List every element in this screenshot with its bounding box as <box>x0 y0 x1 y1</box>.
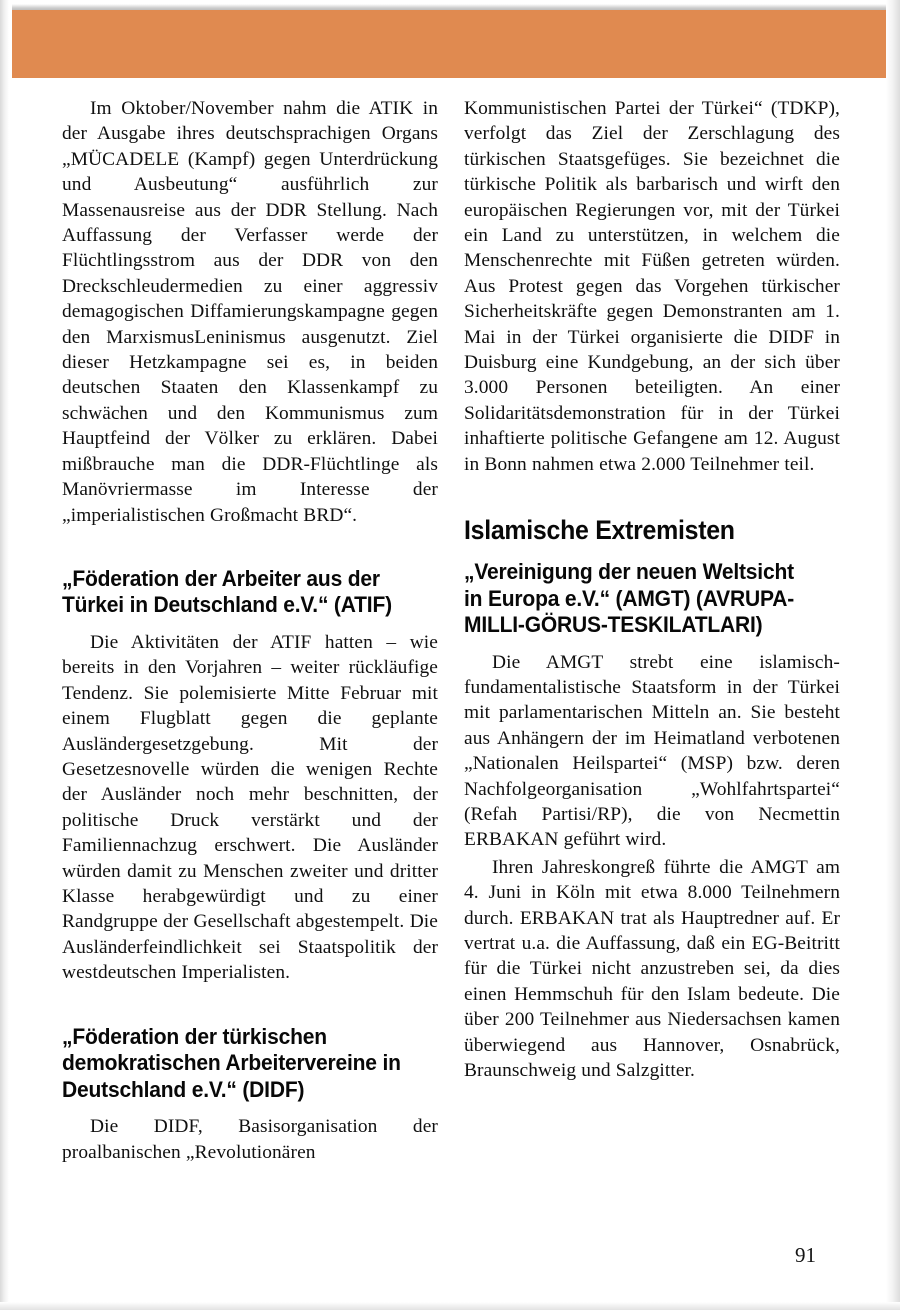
page-number: 91 <box>795 1243 816 1267</box>
section-heading-islamische-extremisten: Islamische Extremisten <box>464 515 735 546</box>
spacer <box>62 986 438 1024</box>
right-paragraph-1: Kommunistischen Partei der Türkei“ (TDKP), verfolgt das Ziel der Zerschlagung des türkischen Staatsgefüges. Sie bezeichnet die türkische Politik als barbarisch und wirft den europäischen Regierungen vor, mit der Türkei ein Land zu unterstützen, in welchem die Menschenrechte mit Füßen getreten würden. Aus Protest gegen das Vorgehen türkischer Sicherheitskräfte gegen Demonstranten am 1. Mai in der Türkei organisierte die DIDF in Duisburg eine Kundgebung, an der sich über 3.000 Personen beteiligten. An einer Solidaritätsdemonstration für in der Türkei inhaftierte politische Gefangene am 12. August in Bonn nahmen etwa 2.000 Teilnehmer teil. <box>464 98 840 475</box>
heading-amgt: „Vereinigung der neuen Weltsicht in Europa e.V.“ (AMGT) (AVRUPA-MILLI-GÖRUS-TESKILATLARI) <box>464 559 795 638</box>
spacer <box>464 546 840 559</box>
right-column <box>464 96 840 1084</box>
two-column-text-body <box>0 96 900 1296</box>
orange-header-band <box>12 10 886 78</box>
right-paragraph-2: Die AMGT strebt eine islamisch-fundamentalistische Staatsform in der Türkei mit parlamentarischen Mitteln an. Sie besteht aus Anhängern der im Heimatland verbotenen „Nationalen Heilspartei“ (MSP) bzw. deren Nachfolgeorganisation „Wohlfahrtspartei“ (Refah Partisi/RP), die von Necmettin ERBAKAN geführt wird. <box>464 651 840 851</box>
right-paragraph-3: Ihren Jahreskongreß führte die AMGT am 4. Juni in Köln mit etwa 8.000 Teilnehmern durch. ERBAKAN trat als Hauptredner auf. Er vertrat u.a. die Auffassung, daß ein EG-Beitritt für die Türkei nicht anzustreben sei, da dies einen Hemmschuh für den Islam bedeute. Die über 200 Teilnehmer aus Niedersachsen kamen überwiegend aus Hannover, Osnabrück, Braunschweig und Salzgitter. <box>464 856 840 1082</box>
left-paragraph-2: Die Aktivitäten der ATIF hatten – wie bereits in den Vorjahren – weiter rückläufige Tendenz. Sie polemisierte Mitte Februar mit einem Flugblatt gegen die geplante Ausländergesetzgebung. Mit der Gesetzesnovelle würden die wenigen Rechte der Ausländer noch mehr beschnitten, der politische Druck verstärkt und der Familiennachzug erschwert. Die Ausländer würden damit zu Menschen zweiter und dritter Klasse herabgewürdigt und zu einer Randgruppe der Gesellschaft abgestempelt. Die Ausländerfeindlichkeit sei Staatspolitik der westdeutschen Imperialisten. <box>62 631 438 984</box>
heading-atif: „Föderation der Arbeiter aus der Türkei in Deutschland e.V.“ (ATIF) <box>62 565 392 618</box>
left-paragraph-3: Die DIDF, Basisorganisation der proalbanischen „Revolutionären <box>62 1116 438 1163</box>
scan-edge-bottom <box>0 1302 900 1310</box>
spacer <box>62 1103 438 1114</box>
spacer <box>464 639 840 650</box>
spacer <box>62 528 438 566</box>
left-paragraph-1: Im Oktober/November nahm die ATIK in der Ausgabe ihres deutschsprachigen Organs „MÜCADELE (Kampf) gegen Unterdrückung und Ausbeutung“ ausführlich zur Massenausreise aus der DDR Stellung. Nach Auffassung der Verfasser werde der Flüchtlingsstrom aus der DDR von den Dreckschleudermedien zu einer aggressiv demagogischen Diffamierungskampagne gegen den MarxismusLeninismus ausgenutzt. Ziel dieser Hetzkampagne sei es, in beiden deutschen Staaten den Klassenkampf zu schwächen und den Kommunismus zum Hauptfeind der Völker zu erklären. Dabei mißbrauche man die DDR-Flüchtlinge als Manövriermasse im Interesse der „imperialistischen Großmacht BRD“. <box>62 98 438 526</box>
spacer <box>464 477 840 515</box>
spacer <box>62 619 438 630</box>
heading-didf: „Föderation der türkischen demokratischen Arbeitervereine in Deutschland e.V.“ (DIDF) <box>62 1023 401 1102</box>
left-column <box>62 96 438 1165</box>
